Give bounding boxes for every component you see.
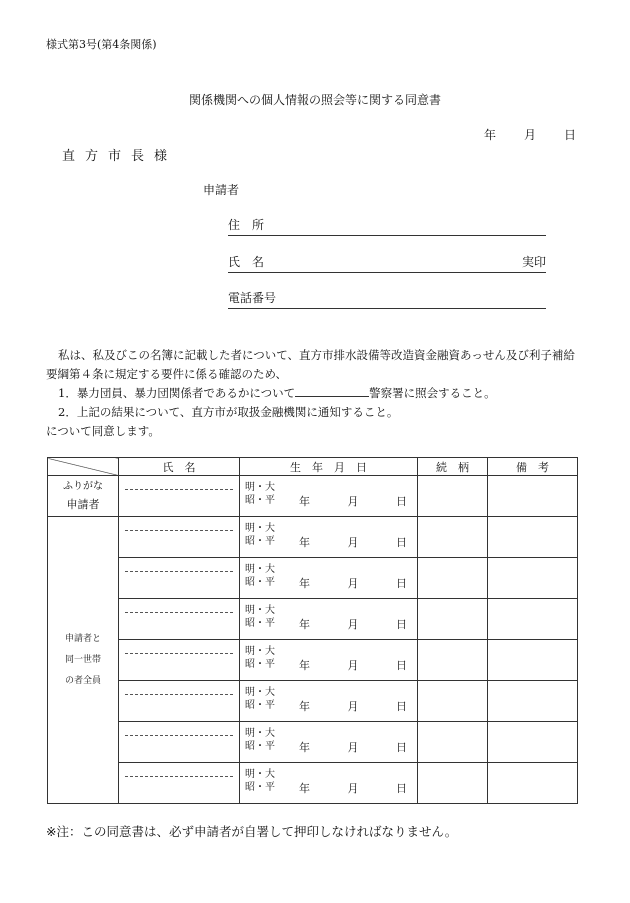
table-row-household — [48, 640, 578, 681]
relation-cell[interactable] — [418, 558, 488, 599]
relation-cell[interactable] — [418, 517, 488, 558]
era-selector: 明・大 昭・平 — [245, 523, 275, 547]
name-cell[interactable] — [119, 763, 240, 804]
date-day: 日 — [563, 128, 576, 142]
era-selector: 明・大 昭・平 — [245, 728, 275, 752]
name-cell[interactable] — [119, 599, 240, 640]
era-selector: 明・大 昭・平 — [245, 564, 275, 588]
birth-cell[interactable]: 明・大 昭・平 年 月 日 — [240, 476, 418, 517]
relation-cell[interactable] — [418, 722, 488, 763]
header-corner — [48, 458, 119, 476]
name-cell[interactable] — [119, 476, 240, 517]
header-birth: 生 年 月 日 — [240, 458, 418, 476]
remarks-cell[interactable] — [488, 722, 578, 763]
relation-cell[interactable] — [418, 763, 488, 804]
header-relation: 続 柄 — [418, 458, 488, 476]
item1-prefix: 1．暴力団員、暴力団関係者であるかについて — [58, 386, 296, 400]
household-group-label: 申請者と 同一世帯 の者全員 — [48, 517, 119, 804]
seal-label: 実印 — [521, 255, 546, 269]
applicant-row-head — [48, 476, 119, 517]
remarks-cell[interactable] — [488, 476, 578, 517]
header-remarks: 備 考 — [488, 458, 578, 476]
era-selector: 明・大 昭・平 — [245, 605, 275, 629]
remarks-cell[interactable] — [488, 599, 578, 640]
table-row-applicant — [48, 476, 578, 517]
document-title: 関係機関への個人情報の照会等に関する同意書 — [188, 93, 441, 107]
body-line1: 私は、私及びこの名簿に記載した者について、直方市排水設備等改造資金融資あっせん及び利子補給要綱第４条に規定する要件に係る確認のため、 — [46, 348, 575, 381]
era-selector: 明・大 昭・平 — [245, 769, 275, 793]
table-header-row — [48, 458, 578, 476]
relation-cell[interactable] — [418, 599, 488, 640]
body-item2: 2．上記の結果について、直方市が取扱金融機関に通知すること。 — [58, 405, 399, 419]
remarks-cell[interactable] — [488, 558, 578, 599]
remarks-cell[interactable] — [488, 681, 578, 722]
name-cell[interactable] — [119, 681, 240, 722]
table-row-household — [48, 763, 578, 804]
relation-cell[interactable] — [418, 681, 488, 722]
date-year: 年 — [484, 128, 497, 142]
name-cell[interactable] — [119, 640, 240, 681]
birth-cell[interactable]: 明・大 昭・平 年 月 日 — [240, 681, 418, 722]
name-cell[interactable] — [119, 558, 240, 599]
phone-field[interactable] — [228, 290, 546, 309]
birth-cell[interactable]: 明・大 昭・平 年 月 日 — [240, 599, 418, 640]
date-line — [484, 126, 576, 143]
birth-cell[interactable]: 明・大 昭・平 年 月 日 — [240, 517, 418, 558]
remarks-cell[interactable] — [488, 763, 578, 804]
household-table — [47, 457, 578, 804]
applicant-row-label: 申請者 — [66, 497, 100, 511]
address-field[interactable] — [228, 217, 546, 236]
phone-label: 電話番号 — [228, 291, 277, 305]
consent-body — [46, 346, 586, 441]
table-row-household — [48, 681, 578, 722]
footer-note: ※注：この同意書は、必ず申請者が自署して押印しなければなりません。 — [46, 824, 458, 839]
table-row-household — [48, 599, 578, 640]
era-selector: 明・大 昭・平 — [245, 687, 275, 711]
birth-cell[interactable]: 明・大 昭・平 年 月 日 — [240, 763, 418, 804]
birth-cell[interactable]: 明・大 昭・平 年 月 日 — [240, 640, 418, 681]
era-selector: 明・大 昭・平 — [245, 482, 275, 506]
birth-cell[interactable]: 明・大 昭・平 年 月 日 — [240, 558, 418, 599]
name-cell[interactable] — [119, 722, 240, 763]
police-station-blank[interactable] — [295, 385, 369, 397]
addressee: 直方市長様 — [62, 149, 178, 164]
body-closing: について同意します。 — [46, 424, 160, 438]
relation-cell[interactable] — [418, 640, 488, 681]
date-month: 月 — [523, 128, 536, 142]
form-number: 様式第3号(第4条関係) — [46, 38, 157, 51]
relation-cell[interactable] — [418, 476, 488, 517]
address-label: 住 所 — [228, 218, 265, 232]
name-field[interactable] — [228, 254, 546, 273]
header-name: 氏 名 — [119, 458, 240, 476]
name-label: 氏 名 — [228, 255, 265, 269]
era-selector: 明・大 昭・平 — [245, 646, 275, 670]
furigana-label: ふりがな — [63, 480, 103, 492]
table-row-household — [48, 517, 578, 558]
table-row-household — [48, 558, 578, 599]
birth-cell[interactable]: 明・大 昭・平 年 月 日 — [240, 722, 418, 763]
body-item1 — [46, 384, 586, 403]
applicant-label: 申請者 — [203, 183, 240, 197]
name-cell[interactable] — [119, 517, 240, 558]
remarks-cell[interactable] — [488, 640, 578, 681]
remarks-cell[interactable] — [488, 517, 578, 558]
item1-suffix: 警察署に照会すること。 — [369, 386, 496, 400]
table-row-household — [48, 722, 578, 763]
